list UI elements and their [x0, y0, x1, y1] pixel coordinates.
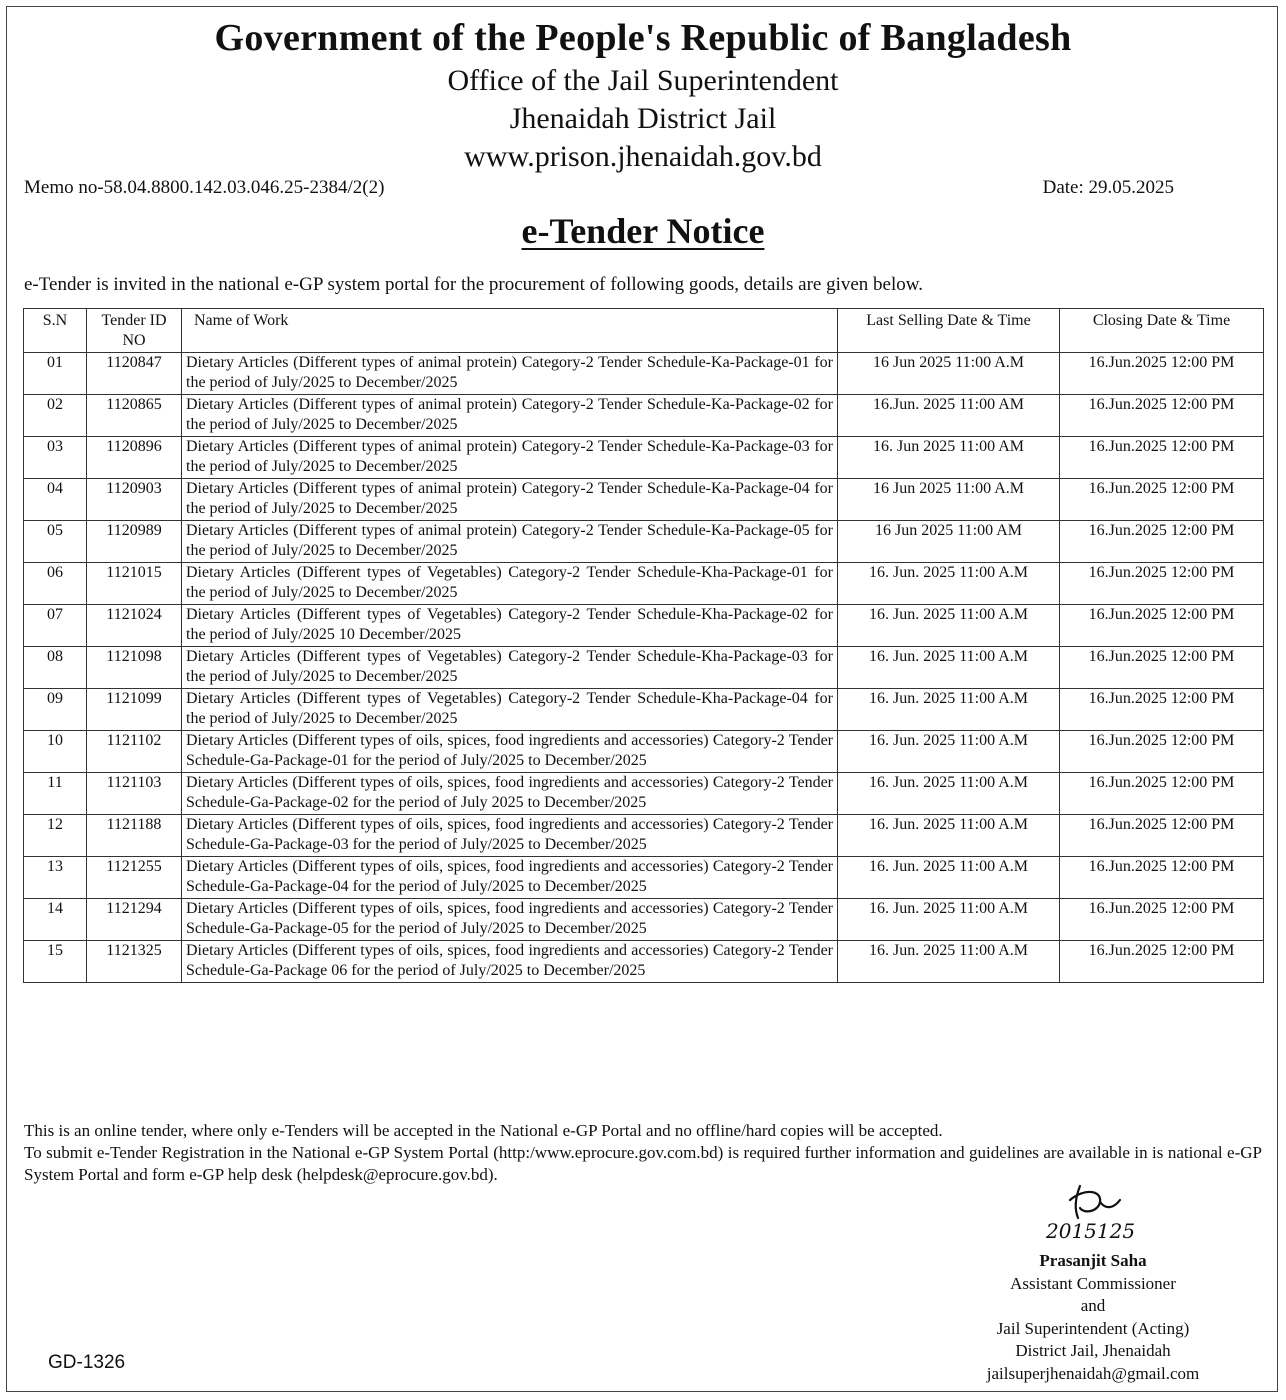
table-row [24, 353, 1264, 395]
cell-last-selling: 16. Jun. 2025 11:00 A.M [838, 815, 1060, 857]
table-row [24, 647, 1264, 689]
signatory-title-1: Assistant Commissioner [1010, 1273, 1176, 1293]
table-row [24, 731, 1264, 773]
cell-tender-id: 1121325 [87, 941, 182, 983]
cell-closing: 16.Jun.2025 12:00 PM [1060, 395, 1264, 437]
cell-last-selling: 16. Jun. 2025 11:00 A.M [838, 563, 1060, 605]
cell-tender-id: 1121294 [87, 899, 182, 941]
cell-tender-id: 1121099 [87, 689, 182, 731]
cell-sn: 06 [24, 563, 87, 605]
cell-last-selling: 16. Jun. 2025 11:00 A.M [838, 731, 1060, 773]
cell-last-selling: 16. Jun. 2025 11:00 A.M [838, 773, 1060, 815]
cell-last-selling: 16. Jun 2025 11:00 AM [838, 437, 1060, 479]
signatory-title-2: Jail Superintendent (Acting) [996, 1318, 1190, 1338]
cell-sn: 13 [24, 857, 87, 899]
table-row [24, 437, 1264, 479]
jail-name: Jhenaidah District Jail [509, 102, 777, 135]
cell-last-selling: 16 Jun 2025 11:00 A.M [838, 353, 1060, 395]
cell-closing: 16.Jun.2025 12:00 PM [1060, 731, 1264, 773]
cell-work: Dietary Articles (Different types of Vegetables) Category-2 Tender Schedule-Kha-Package-01 for the period of July/2025 to December/2025 [182, 563, 838, 605]
table-row [24, 815, 1264, 857]
footer-line-2: To submit e-Tender Registration in the National e-GP System Portal (http:/www.eprocure.gov.com.bd) is required further information and guidelines are available in is national e-GP System Portal and form e-GP help desk (helpdesk@eprocure.gov.bd). [24, 1143, 1262, 1184]
cell-closing: 16.Jun.2025 12:00 PM [1060, 689, 1264, 731]
cell-last-selling: 16. Jun. 2025 11:00 A.M [838, 857, 1060, 899]
cell-work: Dietary Articles (Different types of oils, spices, food ingredients and accessories) Category-2 Tender Schedule-Ga-Package 06 for the period of July/2025 to December/2025 [182, 941, 838, 983]
cell-last-selling: 16 Jun 2025 11:00 A.M [838, 479, 1060, 521]
cell-work: Dietary Articles (Different types of oils, spices, food ingredients and accessories) Category-2 Tender Schedule-Ga-Package-01 for the period of July/2025 to December/2025 [182, 731, 838, 773]
cell-sn: 15 [24, 941, 87, 983]
cell-tender-id: 1121098 [87, 647, 182, 689]
cell-last-selling: 16.Jun. 2025 11:00 AM [838, 395, 1060, 437]
cell-sn: 08 [24, 647, 87, 689]
header-tender-id: Tender ID NO [87, 309, 182, 353]
document-code: GD-1326 [48, 1352, 126, 1373]
signatory-conjunction: and [1080, 1296, 1106, 1315]
office-name: Office of the Jail Superintendent [447, 64, 839, 97]
website-link[interactable]: www.prison.jhenaidah.gov.bd [464, 140, 822, 173]
cell-tender-id: 1121188 [87, 815, 182, 857]
cell-work: Dietary Articles (Different types of animal protein) Category-2 Tender Schedule-Ka-Package-05 for the period of July/2025 to December/2025 [182, 521, 838, 563]
cell-tender-id: 1121103 [87, 773, 182, 815]
cell-sn: 10 [24, 731, 87, 773]
cell-closing: 16.Jun.2025 12:00 PM [1060, 773, 1264, 815]
cell-tender-id: 1121015 [87, 563, 182, 605]
cell-work: Dietary Articles (Different types of Vegetables) Category-2 Tender Schedule-Kha-Package-04 for the period of July/2025 to December/2025 [182, 689, 838, 731]
cell-last-selling: 16. Jun. 2025 11:00 A.M [838, 941, 1060, 983]
cell-sn: 01 [24, 353, 87, 395]
handwritten-signature [1040, 1178, 1150, 1246]
table-row [24, 941, 1264, 983]
table-row [24, 395, 1264, 437]
table-row [24, 899, 1264, 941]
cell-closing: 16.Jun.2025 12:00 PM [1060, 815, 1264, 857]
cell-last-selling: 16. Jun. 2025 11:00 A.M [838, 899, 1060, 941]
cell-tender-id: 1120903 [87, 479, 182, 521]
cell-sn: 11 [24, 773, 87, 815]
table-row [24, 605, 1264, 647]
cell-closing: 16.Jun.2025 12:00 PM [1060, 647, 1264, 689]
header-work: Name of Work [182, 309, 838, 353]
cell-tender-id: 1120989 [87, 521, 182, 563]
footer-notes [24, 1120, 1262, 1186]
tender-table [23, 308, 1264, 983]
cell-work: Dietary Articles (Different types of oils, spices, food ingredients and accessories) Category-2 Tender Schedule-Ga-Package-04 for the period of July/2025 to December/2025 [182, 857, 838, 899]
cell-closing: 16.Jun.2025 12:00 PM [1060, 479, 1264, 521]
cell-work: Dietary Articles (Different types of oils, spices, food ingredients and accessories) Category-2 Tender Schedule-Ga-Package-02 for the period of July 2025 to December/2025 [182, 773, 838, 815]
header-sn: S.N [24, 309, 87, 353]
cell-sn: 12 [24, 815, 87, 857]
cell-work: Dietary Articles (Different types of oils, spices, food ingredients and accessories) Category-2 Tender Schedule-Ga-Package-03 for the period of July/2025 to December/2025 [182, 815, 838, 857]
memo-date: Date: 29.05.2025 [1042, 177, 1174, 198]
cell-tender-id: 1120865 [87, 395, 182, 437]
cell-closing: 16.Jun.2025 12:00 PM [1060, 563, 1264, 605]
table-header-row [24, 309, 1264, 353]
table-row [24, 479, 1264, 521]
cell-tender-id: 1121024 [87, 605, 182, 647]
cell-work: Dietary Articles (Different types of oils, spices, food ingredients and accessories) Category-2 Tender Schedule-Ga-Package-05 for the period of July/2025 to December/2025 [182, 899, 838, 941]
signatory-office: District Jail, Jhenaidah [1015, 1341, 1171, 1360]
cell-sn: 07 [24, 605, 87, 647]
table-row [24, 773, 1264, 815]
table-row [24, 563, 1264, 605]
header-last-selling: Last Selling Date & Time [838, 309, 1060, 353]
cell-sn: 09 [24, 689, 87, 731]
cell-tender-id: 1121255 [87, 857, 182, 899]
government-title: Government of the People's Republic of Bangladesh [214, 17, 1072, 59]
footer-line-1: This is an online tender, where only e-Tenders will be accepted in the National e-GP Portal and no offline/hard copies will be accepted. [24, 1121, 943, 1140]
cell-last-selling: 16 Jun 2025 11:00 AM [838, 521, 1060, 563]
cell-closing: 16.Jun.2025 12:00 PM [1060, 353, 1264, 395]
letterhead [0, 14, 1286, 176]
cell-sn: 14 [24, 899, 87, 941]
cell-closing: 16.Jun.2025 12:00 PM [1060, 899, 1264, 941]
signatory-email[interactable]: jailsuperjhenaidah@gmail.com [986, 1363, 1200, 1383]
cell-closing: 16.Jun.2025 12:00 PM [1060, 605, 1264, 647]
cell-work: Dietary Articles (Different types of animal protein) Category-2 Tender Schedule-Ka-Package-04 for the period of July/2025 to December/2025 [182, 479, 838, 521]
cell-sn: 05 [24, 521, 87, 563]
notice-title [0, 210, 1286, 252]
cell-tender-id: 1121102 [87, 731, 182, 773]
cell-tender-id: 1120896 [87, 437, 182, 479]
cell-sn: 02 [24, 395, 87, 437]
signature-date: 2015125 [1046, 1219, 1136, 1243]
cell-closing: 16.Jun.2025 12:00 PM [1060, 521, 1264, 563]
cell-closing: 16.Jun.2025 12:00 PM [1060, 437, 1264, 479]
cell-last-selling: 16. Jun. 2025 11:00 A.M [838, 605, 1060, 647]
intro-text: e-Tender is invited in the national e-GP system portal for the procurement of following goods, details are given below. [24, 274, 923, 295]
cell-work: Dietary Articles (Different types of animal protein) Category-2 Tender Schedule-Ka-Package-01 for the period of July/2025 to December/2025 [182, 353, 838, 395]
signatory-name: Prasanjit Saha [1039, 1251, 1147, 1270]
cell-last-selling: 16. Jun. 2025 11:00 A.M [838, 647, 1060, 689]
header-closing: Closing Date & Time [1060, 309, 1264, 353]
memo-row [24, 177, 1174, 199]
cell-work: Dietary Articles (Different types of Vegetables) Category-2 Tender Schedule-Kha-Package-02 for the period of July/2025 10 December/2025 [182, 605, 838, 647]
cell-last-selling: 16. Jun. 2025 11:00 A.M [838, 689, 1060, 731]
cell-work: Dietary Articles (Different types of animal protein) Category-2 Tender Schedule-Ka-Package-02 for the period of July/2025 to December/2025 [182, 395, 838, 437]
table-row [24, 857, 1264, 899]
cell-sn: 04 [24, 479, 87, 521]
cell-closing: 16.Jun.2025 12:00 PM [1060, 857, 1264, 899]
cell-tender-id: 1120847 [87, 353, 182, 395]
cell-work: Dietary Articles (Different types of Vegetables) Category-2 Tender Schedule-Kha-Package-03 for the period of July/2025 to December/2025 [182, 647, 838, 689]
notice-title-text: e-Tender Notice [521, 211, 765, 251]
table-row [24, 689, 1264, 731]
table-row [24, 521, 1264, 563]
cell-closing: 16.Jun.2025 12:00 PM [1060, 941, 1264, 983]
memo-number: Memo no-58.04.8800.142.03.046.25-2384/2(2) [24, 177, 385, 198]
signature-block [960, 1250, 1226, 1385]
cell-sn: 03 [24, 437, 87, 479]
cell-work: Dietary Articles (Different types of animal protein) Category-2 Tender Schedule-Ka-Package-03 for the period of July/2025 to December/2025 [182, 437, 838, 479]
